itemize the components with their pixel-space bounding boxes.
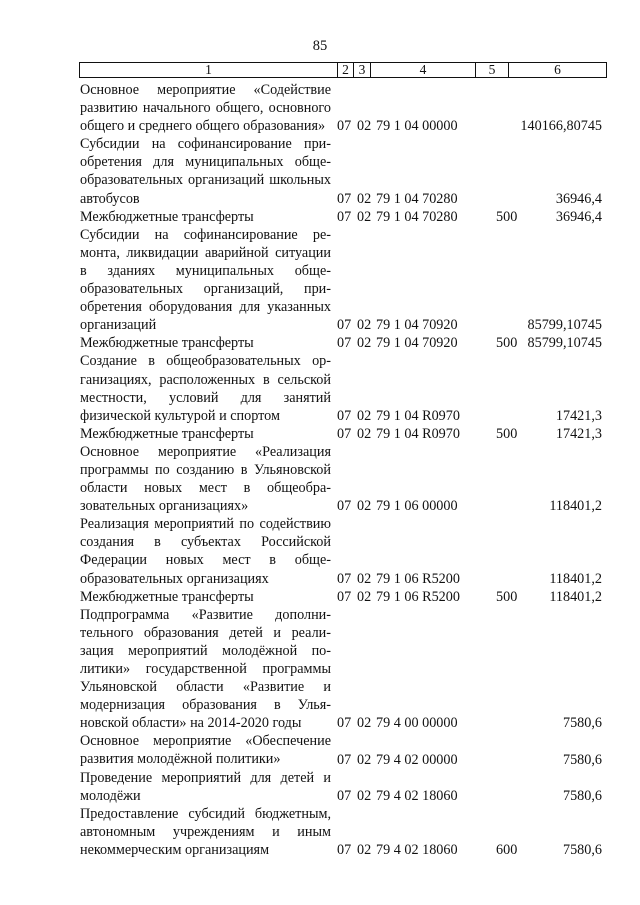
row-description: Субсидии на софинансирование ремонта, ликвидации аварийной ситуации в зданиях муниципальных общеобразовательных организаций, приобретения оборудования для указанных организаций (80, 226, 331, 334)
amount: 118401,2 (549, 570, 602, 587)
section-code: 07 (337, 570, 352, 587)
target-article-code: 79 1 04 00000 (376, 118, 458, 135)
section-code: 07 (337, 715, 352, 732)
row-description: Межбюджетные трансферты (80, 335, 254, 352)
table-row (80, 81, 604, 135)
row-codes (335, 316, 604, 334)
target-article-code: 79 1 06 R5200 (376, 570, 460, 587)
row-description: Межбюджетные трансферты (80, 208, 254, 225)
section-code: 07 (337, 751, 352, 768)
row-codes (335, 751, 604, 769)
subsection-code: 02 (357, 751, 372, 768)
row-codes (335, 570, 604, 588)
row-codes (335, 117, 604, 135)
table-body (80, 81, 604, 859)
table-row (80, 732, 604, 768)
amount: 118401,2 (549, 588, 602, 605)
row-description: Межбюджетные трансферты (80, 588, 254, 605)
target-article-code: 79 1 04 R0970 (376, 425, 460, 442)
expense-type-code: 600 (496, 842, 518, 859)
expense-type-code: 500 (496, 335, 518, 352)
amount: 140166,80745 (520, 118, 602, 135)
subsection-code: 02 (357, 425, 372, 442)
row-description: Основное мероприятие «Содействие развитию начального общего, основного общего и среднего общего образования» (80, 82, 331, 135)
section-code: 07 (337, 317, 352, 334)
target-article-code: 79 1 04 70920 (376, 335, 458, 352)
row-description: Субсидии на софинансирование приобретения для муниципальных общеобразовательных организаций школьных автобусов (80, 136, 331, 207)
row-codes (335, 208, 604, 226)
expense-type-code: 500 (496, 425, 518, 442)
section-code: 07 (337, 118, 352, 135)
subsection-code: 02 (357, 190, 372, 207)
expense-type-code: 500 (496, 588, 518, 605)
amount: 17421,3 (555, 425, 602, 442)
amount: 36946,4 (555, 208, 602, 225)
subsection-code: 02 (357, 498, 372, 515)
table-row (80, 443, 604, 515)
subsection-code: 02 (357, 588, 372, 605)
table-row (80, 226, 604, 335)
target-article-code: 79 1 04 70280 (376, 208, 458, 225)
section-code: 07 (337, 787, 352, 804)
table-row (80, 588, 604, 606)
target-article-code: 79 1 04 70280 (376, 190, 458, 207)
amount: 7580,6 (562, 787, 602, 804)
table-row (80, 515, 604, 587)
subsection-code: 02 (357, 335, 372, 352)
section-code: 07 (337, 208, 352, 225)
row-description: Реализация мероприятий по содействию создания в субъектах Российской Федерации новых мест в общеобразовательных организациях (80, 516, 331, 587)
section-code: 07 (337, 190, 352, 207)
target-article-code: 79 1 06 R5200 (376, 588, 460, 605)
row-description: Предоставление субсидий бюджетным, автономным учреждениям и иным некоммерческим организациям (80, 805, 331, 858)
amount: 17421,3 (555, 407, 602, 424)
row-description: Основное мероприятие «Реализация программы по созданию в Ульяновской области новых мест в общеобразовательных организациях» (80, 443, 331, 515)
table-row (80, 805, 604, 859)
amount: 118401,2 (549, 498, 602, 515)
header-col-3: 3 (353, 63, 370, 77)
subsection-code: 02 (357, 787, 372, 804)
table-row (80, 425, 604, 443)
row-codes (335, 714, 604, 732)
target-article-code: 79 4 00 00000 (376, 715, 458, 732)
amount: 85799,10745 (527, 335, 602, 352)
table-row (80, 334, 604, 352)
table-row (80, 135, 604, 207)
amount: 85799,10745 (527, 317, 602, 334)
target-article-code: 79 1 04 R0970 (376, 407, 460, 424)
section-code: 07 (337, 498, 352, 515)
section-code: 07 (337, 407, 352, 424)
header-col-5: 5 (475, 63, 508, 77)
row-description: Подпрограмма «Развитие дополнительного образования детей и реализация мероприятий молодёжной политики» государственной программы Ульяновской области «Развитие и модернизация образования в Ульяновской области» на 2014-2020 годы (80, 606, 331, 732)
header-col-2: 2 (337, 63, 353, 77)
section-code: 07 (337, 335, 352, 352)
amount: 7580,6 (562, 842, 602, 859)
subsection-code: 02 (357, 407, 372, 424)
row-description: Межбюджетные трансферты (80, 425, 254, 442)
row-codes (335, 190, 604, 208)
row-codes (335, 841, 604, 859)
row-codes (335, 497, 604, 515)
row-codes (335, 588, 604, 606)
subsection-code: 02 (357, 842, 372, 859)
subsection-code: 02 (357, 317, 372, 334)
table-row (80, 769, 604, 805)
table-row (80, 606, 604, 733)
row-codes (335, 787, 604, 805)
target-article-code: 79 1 04 70920 (376, 317, 458, 334)
row-codes (335, 407, 604, 425)
subsection-code: 02 (357, 570, 372, 587)
section-code: 07 (337, 842, 352, 859)
target-article-code: 79 4 02 18060 (376, 787, 458, 804)
header-col-1: 1 (205, 62, 212, 77)
subsection-code: 02 (357, 118, 372, 135)
expense-type-code: 500 (496, 208, 518, 225)
row-codes (335, 425, 604, 443)
row-codes (335, 334, 604, 352)
target-article-code: 79 4 02 00000 (376, 751, 458, 768)
row-description: Проведение мероприятий для детей и молодёжи (80, 769, 331, 804)
page-number: 85 (312, 38, 328, 54)
table-row (80, 208, 604, 226)
section-code: 07 (337, 425, 352, 442)
row-description: Создание в общеобразовательных организациях, расположенных в сельской местности, условий для занятий физической культурой и спортом (80, 353, 331, 424)
section-code: 07 (337, 588, 352, 605)
amount: 36946,4 (555, 190, 602, 207)
amount: 7580,6 (562, 751, 602, 768)
row-description: Основное мероприятие «Обеспечение развития молодёжной политики» (80, 733, 331, 768)
table-row (80, 352, 604, 424)
subsection-code: 02 (357, 715, 372, 732)
header-col-6: 6 (508, 63, 606, 77)
subsection-code: 02 (357, 208, 372, 225)
header-col-4: 4 (370, 63, 475, 77)
target-article-code: 79 1 06 00000 (376, 498, 458, 515)
amount: 7580,6 (562, 715, 602, 732)
target-article-code: 79 4 02 18060 (376, 842, 458, 859)
table-header (79, 62, 607, 78)
